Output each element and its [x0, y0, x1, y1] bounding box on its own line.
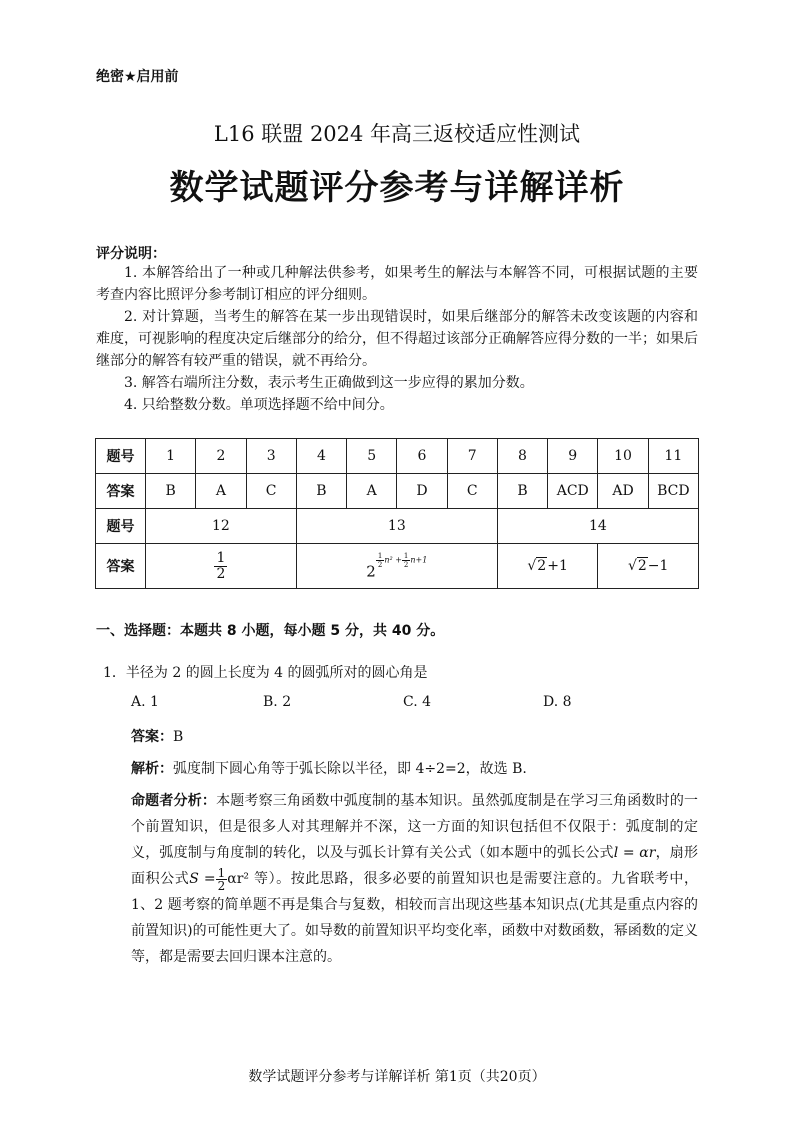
- question-number: 12: [146, 509, 297, 544]
- confidential-label: 绝密★启用前: [96, 69, 179, 85]
- table-row: [96, 474, 699, 509]
- analysis-text: 本题考察三角函数中弧度制的基本知识。虽然弧度制是在学习三角函数时的一个前置知识，但是很多人对其理解并不深，这一方面的知识包括但不仅限于：弧度制的定义，弧度制与角度制的转化，以及与弧长计算有关公式（如本题中的弧长公式: [131, 793, 698, 861]
- radicand: 2: [537, 558, 547, 574]
- question-number: 7: [447, 439, 497, 474]
- answer-line: [131, 726, 183, 746]
- option-c: C. 4: [403, 694, 432, 710]
- row-label-answer: 答案: [96, 544, 146, 589]
- row-label-question: 题号: [96, 439, 146, 474]
- question-number: 8: [497, 439, 547, 474]
- fraction-denominator: 2: [216, 565, 226, 582]
- answer-cell-14a: [497, 544, 598, 589]
- answer-cell: C: [447, 474, 497, 509]
- scoring-note-2: 2. 对计算题，当考生的解答在某一步出现错误时，如果后继部分的解答未改变该题的内容和难度，可视影响的程度决定后继部分的给分，但不得超过该部分正确解答应得分数的一半；如果后继部分的解答有较严重的错误，就不再给分。: [96, 309, 698, 369]
- analysis-text: ，扇形面积公式: [131, 845, 699, 887]
- answer-cell: B: [497, 474, 547, 509]
- question-number: 6: [397, 439, 447, 474]
- explanation-text: 弧度制下圆心角等于弧长除以半径，即 4÷2=2，故选 B.: [173, 761, 527, 777]
- scoring-notes: [96, 262, 698, 416]
- question-number: 2: [196, 439, 246, 474]
- answer-cell: A: [347, 474, 397, 509]
- radicand: 2: [637, 558, 647, 574]
- option-a: A. 1: [131, 694, 159, 710]
- answer-cell: AD: [598, 474, 648, 509]
- fraction: [216, 867, 228, 892]
- question-number: 11: [648, 439, 698, 474]
- answer-cell: BCD: [648, 474, 698, 509]
- answer-cell: B: [296, 474, 346, 509]
- table-row: [96, 544, 699, 589]
- fraction-numerator: 1: [216, 549, 226, 566]
- exp-term: n+1: [410, 555, 428, 565]
- power-exponent: [376, 552, 428, 569]
- page-footer: 数学试题评分参考与详解详析 第1页（共20页）: [248, 1069, 546, 1085]
- power-base: 2: [366, 562, 376, 581]
- answer-value: B: [173, 729, 184, 745]
- answer-cell-14b: [598, 544, 699, 589]
- question-number: 4: [296, 439, 346, 474]
- sqrt-expression: √2: [627, 558, 647, 574]
- question-number: 1: [146, 439, 196, 474]
- explanation-line: [131, 758, 527, 778]
- question-1: 1．半径为 2 的圆上长度为 4 的圆弧所对的圆心角是: [103, 665, 428, 681]
- document-title: 数学试题评分参考与详解详析: [169, 168, 625, 208]
- row-label-question: 题号: [96, 509, 146, 544]
- fraction: [214, 551, 227, 582]
- scoring-note-1: 1. 本解答给出了一种或几种解法供参考，如果考生的解法与本解答不同，可根据试题的主要考查内容比照评分参考制订相应的评分细则。: [96, 265, 698, 303]
- row-label-answer: 答案: [96, 474, 146, 509]
- answer-cell: ACD: [548, 474, 598, 509]
- scoring-note-4: 4. 只给整数分数。单项选择题不给中间分。: [124, 397, 394, 413]
- expression-tail: −1: [647, 558, 669, 574]
- exp-denominator: 2: [403, 560, 409, 569]
- answer-cell: A: [196, 474, 246, 509]
- option-b: B. 2: [263, 694, 292, 710]
- arc-length-formula: l = αr: [613, 845, 656, 861]
- question-number: 5: [347, 439, 397, 474]
- sqrt-expression: √2: [527, 558, 547, 574]
- question-number: 3: [246, 439, 296, 474]
- table-row: [96, 439, 699, 474]
- option-d: D. 8: [543, 694, 572, 710]
- table-row: [96, 509, 699, 544]
- section-heading: 一、选择题：本题共 8 小题，每小题 5 分，共 40 分。: [96, 623, 445, 639]
- exp-term: n² +: [384, 555, 402, 565]
- sector-area-rhs: αr² 等: [227, 871, 269, 887]
- answer-cell: C: [246, 474, 296, 509]
- exp-numerator: 1: [403, 551, 409, 560]
- exp-denominator: 2: [377, 560, 383, 569]
- analysis-label: 命题者分析：: [131, 793, 217, 809]
- answer-cell: B: [146, 474, 196, 509]
- exam-subtitle: L16 联盟 2024 年高三返校适应性测试: [213, 122, 581, 146]
- answer-label: 答案：: [131, 729, 173, 745]
- expression-tail: +1: [547, 558, 568, 574]
- scoring-notes-heading: 评分说明：: [96, 246, 166, 262]
- fraction-denominator: 2: [217, 878, 226, 893]
- sector-area-lhs: S =: [189, 871, 216, 887]
- fraction-numerator: 1: [217, 865, 226, 880]
- scoring-note-3: 3. 解答右端所注分数，表示考生正确做到这一步应得的累加分数。: [124, 375, 534, 391]
- question-number: 14: [497, 509, 698, 544]
- question-number: 10: [598, 439, 648, 474]
- answer-cell: D: [397, 474, 447, 509]
- explanation-label: 解析：: [131, 761, 173, 777]
- answer-table: [95, 438, 699, 589]
- exp-numerator: 1: [377, 551, 383, 560]
- question-number: 13: [296, 509, 497, 544]
- answer-cell-13: [296, 544, 497, 589]
- author-analysis: [131, 788, 698, 970]
- question-number: 9: [548, 439, 598, 474]
- answer-cell-12: [146, 544, 297, 589]
- analysis-text: ）。按此思路，很多必要的前置知识也是需要注意的。九省联考中，1、2 题考察的简单题不再是集合与复数，相较而言出现这些基本知识点(尤其是重点内容的前置知识)的可能性更大了。如导数的前置知识平均变化率，函数中对数函数，幂函数的定义等，都是需要去回归课本注意的。: [131, 871, 698, 965]
